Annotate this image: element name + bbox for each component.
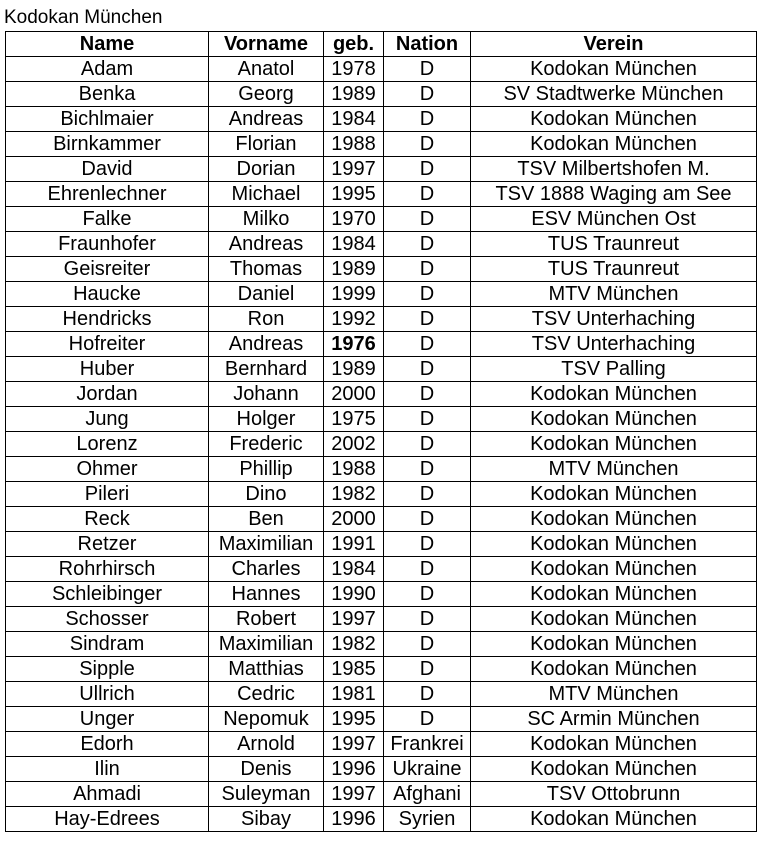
cell-vorname: Sibay [209, 807, 324, 832]
cell-verein: Kodokan München [471, 732, 757, 757]
cell-nation: D [384, 407, 471, 432]
cell-geb: 1984 [324, 232, 384, 257]
cell-nation: D [384, 207, 471, 232]
table-row [6, 382, 757, 407]
table-row [6, 357, 757, 382]
table-row [6, 557, 757, 582]
cell-geb: 1982 [324, 632, 384, 657]
cell-verein: Kodokan München [471, 632, 757, 657]
cell-name: Retzer [6, 532, 209, 557]
cell-geb: 1990 [324, 582, 384, 607]
cell-geb: 2000 [324, 382, 384, 407]
cell-vorname: Nepomuk [209, 707, 324, 732]
cell-geb: 1999 [324, 282, 384, 307]
cell-name: Ohmer [6, 457, 209, 482]
cell-vorname: Suleyman [209, 782, 324, 807]
cell-geb: 1988 [324, 132, 384, 157]
cell-name: Unger [6, 707, 209, 732]
cell-name: Ilin [6, 757, 209, 782]
cell-geb: 1989 [324, 357, 384, 382]
cell-vorname: Ben [209, 507, 324, 532]
cell-vorname: Andreas [209, 332, 324, 357]
document-title: Kodokan München [4, 7, 163, 28]
cell-name: Huber [6, 357, 209, 382]
table-row [6, 307, 757, 332]
cell-name: Falke [6, 207, 209, 232]
cell-verein: Kodokan München [471, 657, 757, 682]
cell-nation: D [384, 107, 471, 132]
table-row [6, 782, 757, 807]
table-row [6, 732, 757, 757]
cell-name: Lorenz [6, 432, 209, 457]
cell-nation: D [384, 582, 471, 607]
cell-verein: Kodokan München [471, 582, 757, 607]
cell-nation: D [384, 182, 471, 207]
cell-verein: ESV München Ost [471, 207, 757, 232]
cell-nation: D [384, 532, 471, 557]
cell-name: Rohrhirsch [6, 557, 209, 582]
cell-geb: 1982 [324, 482, 384, 507]
cell-nation: D [384, 507, 471, 532]
cell-verein: Kodokan München [471, 757, 757, 782]
cell-verein: TUS Traunreut [471, 257, 757, 282]
table-row [6, 132, 757, 157]
cell-vorname: Andreas [209, 232, 324, 257]
cell-vorname: Robert [209, 607, 324, 632]
table-row [6, 507, 757, 532]
cell-verein: TSV Milbertshofen M. [471, 157, 757, 182]
header-verein: Verein [471, 32, 757, 57]
cell-nation: Syrien [384, 807, 471, 832]
cell-geb: 1989 [324, 257, 384, 282]
cell-verein: MTV München [471, 282, 757, 307]
cell-vorname: Thomas [209, 257, 324, 282]
cell-name: Benka [6, 82, 209, 107]
cell-vorname: Dorian [209, 157, 324, 182]
cell-name: David [6, 157, 209, 182]
cell-geb: 1985 [324, 657, 384, 682]
cell-nation: D [384, 282, 471, 307]
cell-nation: Ukraine [384, 757, 471, 782]
cell-name: Ullrich [6, 682, 209, 707]
cell-verein: MTV München [471, 457, 757, 482]
cell-nation: Afghani [384, 782, 471, 807]
cell-nation: D [384, 607, 471, 632]
cell-nation: D [384, 157, 471, 182]
cell-geb: 1988 [324, 457, 384, 482]
cell-geb: 1984 [324, 107, 384, 132]
cell-verein: Kodokan München [471, 557, 757, 582]
cell-vorname: Anatol [209, 57, 324, 82]
cell-geb: 1995 [324, 182, 384, 207]
cell-geb: 1992 [324, 307, 384, 332]
cell-name: Jordan [6, 382, 209, 407]
cell-vorname: Daniel [209, 282, 324, 307]
table-row [6, 157, 757, 182]
table-row [6, 82, 757, 107]
cell-vorname: Johann [209, 382, 324, 407]
cell-verein: TUS Traunreut [471, 232, 757, 257]
cell-nation: D [384, 132, 471, 157]
table-row [6, 457, 757, 482]
cell-nation: D [384, 482, 471, 507]
table-header-row [6, 32, 757, 57]
cell-name: Jung [6, 407, 209, 432]
cell-verein: SC Armin München [471, 707, 757, 732]
cell-name: Hay-Edrees [6, 807, 209, 832]
cell-verein: Kodokan München [471, 407, 757, 432]
cell-geb: 1997 [324, 607, 384, 632]
cell-geb: 1997 [324, 732, 384, 757]
cell-verein: TSV Unterhaching [471, 332, 757, 357]
cell-nation: Frankrei [384, 732, 471, 757]
table-row [6, 257, 757, 282]
cell-verein: Kodokan München [471, 507, 757, 532]
cell-name: Schosser [6, 607, 209, 632]
cell-verein: SV Stadtwerke München [471, 82, 757, 107]
cell-vorname: Maximilian [209, 532, 324, 557]
cell-name: Schleibinger [6, 582, 209, 607]
cell-nation: D [384, 232, 471, 257]
cell-vorname: Holger [209, 407, 324, 432]
cell-verein: Kodokan München [471, 432, 757, 457]
cell-vorname: Frederic [209, 432, 324, 457]
table-row [6, 532, 757, 557]
header-vorname: Vorname [209, 32, 324, 57]
table-row [6, 107, 757, 132]
cell-geb: 1995 [324, 707, 384, 732]
table-row [6, 432, 757, 457]
cell-name: Ehrenlechner [6, 182, 209, 207]
cell-name: Sipple [6, 657, 209, 682]
cell-name: Geisreiter [6, 257, 209, 282]
cell-geb: 2000 [324, 507, 384, 532]
cell-nation: D [384, 82, 471, 107]
header-geb: geb. [324, 32, 384, 57]
table-row [6, 582, 757, 607]
table-row [6, 207, 757, 232]
cell-vorname: Maximilian [209, 632, 324, 657]
table-row [6, 607, 757, 632]
table-row [6, 232, 757, 257]
cell-geb: 1996 [324, 757, 384, 782]
cell-vorname: Ron [209, 307, 324, 332]
cell-name: Fraunhofer [6, 232, 209, 257]
table-body [6, 57, 757, 832]
table-row [6, 632, 757, 657]
cell-geb: 1989 [324, 82, 384, 107]
cell-vorname: Dino [209, 482, 324, 507]
header-name: Name [6, 32, 209, 57]
table-row [6, 407, 757, 432]
cell-verein: Kodokan München [471, 532, 757, 557]
cell-nation: D [384, 57, 471, 82]
cell-verein: TSV Palling [471, 357, 757, 382]
cell-nation: D [384, 432, 471, 457]
roster-table [5, 31, 757, 832]
cell-name: Birnkammer [6, 132, 209, 157]
cell-name: Sindram [6, 632, 209, 657]
cell-name: Pileri [6, 482, 209, 507]
cell-name: Edorh [6, 732, 209, 757]
cell-nation: D [384, 307, 471, 332]
cell-geb: 1976 [324, 332, 384, 357]
cell-geb: 1975 [324, 407, 384, 432]
cell-name: Hendricks [6, 307, 209, 332]
cell-nation: D [384, 382, 471, 407]
cell-nation: D [384, 707, 471, 732]
cell-verein: Kodokan München [471, 482, 757, 507]
cell-vorname: Bernhard [209, 357, 324, 382]
table-row [6, 657, 757, 682]
cell-name: Reck [6, 507, 209, 532]
table-row [6, 57, 757, 82]
cell-geb: 2002 [324, 432, 384, 457]
cell-verein: TSV 1888 Waging am See [471, 182, 757, 207]
cell-vorname: Michael [209, 182, 324, 207]
cell-verein: Kodokan München [471, 607, 757, 632]
cell-vorname: Denis [209, 757, 324, 782]
cell-vorname: Georg [209, 82, 324, 107]
table-row [6, 682, 757, 707]
table-row [6, 807, 757, 832]
cell-name: Hofreiter [6, 332, 209, 357]
table-row [6, 332, 757, 357]
table-row [6, 707, 757, 732]
cell-vorname: Matthias [209, 657, 324, 682]
cell-name: Haucke [6, 282, 209, 307]
header-nation: Nation [384, 32, 471, 57]
cell-geb: 1978 [324, 57, 384, 82]
cell-vorname: Charles [209, 557, 324, 582]
cell-name: Adam [6, 57, 209, 82]
cell-vorname: Phillip [209, 457, 324, 482]
cell-geb: 1981 [324, 682, 384, 707]
cell-geb: 1996 [324, 807, 384, 832]
table-row [6, 757, 757, 782]
cell-verein: TSV Ottobrunn [471, 782, 757, 807]
cell-verein: Kodokan München [471, 807, 757, 832]
cell-verein: Kodokan München [471, 382, 757, 407]
cell-nation: D [384, 332, 471, 357]
cell-verein: Kodokan München [471, 107, 757, 132]
cell-vorname: Florian [209, 132, 324, 157]
cell-vorname: Arnold [209, 732, 324, 757]
cell-verein: TSV Unterhaching [471, 307, 757, 332]
cell-nation: D [384, 682, 471, 707]
cell-nation: D [384, 457, 471, 482]
cell-name: Ahmadi [6, 782, 209, 807]
cell-vorname: Milko [209, 207, 324, 232]
cell-geb: 1997 [324, 157, 384, 182]
table-row [6, 282, 757, 307]
cell-vorname: Andreas [209, 107, 324, 132]
cell-nation: D [384, 257, 471, 282]
cell-vorname: Cedric [209, 682, 324, 707]
cell-geb: 1991 [324, 532, 384, 557]
cell-verein: Kodokan München [471, 132, 757, 157]
cell-verein: MTV München [471, 682, 757, 707]
cell-geb: 1997 [324, 782, 384, 807]
table-row [6, 182, 757, 207]
cell-name: Bichlmaier [6, 107, 209, 132]
cell-verein: Kodokan München [471, 57, 757, 82]
cell-geb: 1984 [324, 557, 384, 582]
cell-vorname: Hannes [209, 582, 324, 607]
table-row [6, 482, 757, 507]
cell-nation: D [384, 357, 471, 382]
cell-nation: D [384, 557, 471, 582]
cell-nation: D [384, 657, 471, 682]
cell-nation: D [384, 632, 471, 657]
cell-geb: 1970 [324, 207, 384, 232]
